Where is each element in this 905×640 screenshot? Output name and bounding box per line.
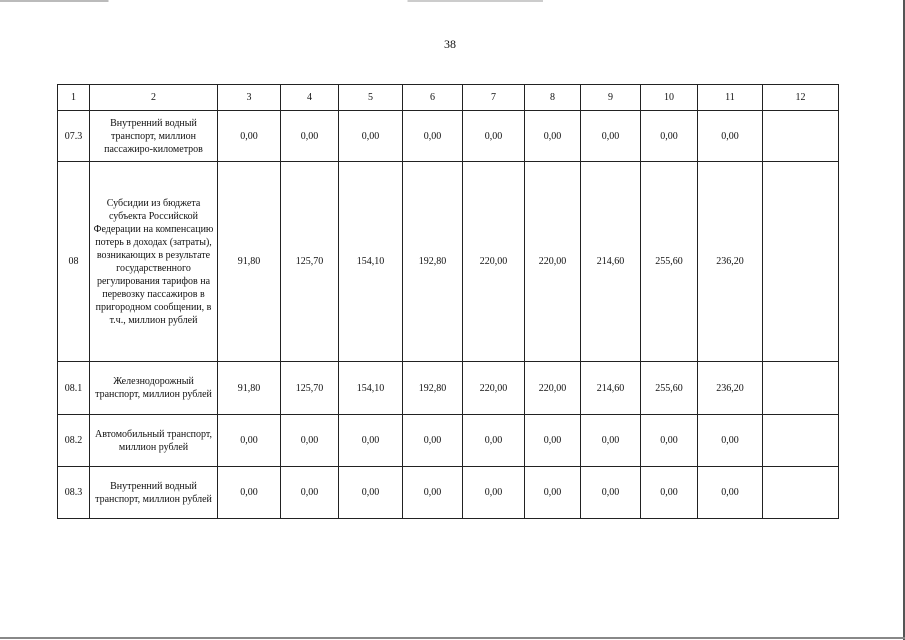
header-row [58, 85, 839, 111]
note-cell [763, 362, 839, 415]
row-code: 08.2 [58, 415, 90, 467]
value-cell: 0,00 [698, 467, 763, 519]
value-cell: 91,80 [218, 362, 281, 415]
value-cell: 255,60 [641, 362, 698, 415]
value-cell: 0,00 [581, 467, 641, 519]
row-description: Внутренний водный транспорт, миллион пассажиро-километров [90, 111, 218, 162]
note-cell [763, 111, 839, 162]
value-cell: 0,00 [641, 415, 698, 467]
value-cell: 0,00 [339, 111, 403, 162]
note-cell [763, 415, 839, 467]
column-header: 7 [463, 85, 525, 111]
value-cell: 0,00 [463, 111, 525, 162]
value-cell: 0,00 [698, 111, 763, 162]
column-header: 5 [339, 85, 403, 111]
scan-artifact-bottom [0, 637, 905, 639]
row-code: 07.3 [58, 111, 90, 162]
table-row [58, 467, 839, 519]
column-header: 6 [403, 85, 463, 111]
row-description: Внутренний водный транспорт, миллион рублей [90, 467, 218, 519]
value-cell: 192,80 [403, 162, 463, 362]
value-cell: 154,10 [339, 162, 403, 362]
value-cell: 0,00 [581, 415, 641, 467]
note-cell [763, 467, 839, 519]
value-cell: 236,20 [698, 162, 763, 362]
value-cell: 0,00 [281, 415, 339, 467]
column-header: 10 [641, 85, 698, 111]
value-cell: 255,60 [641, 162, 698, 362]
row-code: 08.3 [58, 467, 90, 519]
value-cell: 0,00 [698, 415, 763, 467]
value-cell: 91,80 [218, 162, 281, 362]
row-code: 08 [58, 162, 90, 362]
scan-artifact-top [0, 0, 905, 2]
column-header: 8 [525, 85, 581, 111]
table-row [58, 111, 839, 162]
row-code: 08.1 [58, 362, 90, 415]
table-row [58, 162, 839, 362]
value-cell: 0,00 [463, 467, 525, 519]
column-header: 9 [581, 85, 641, 111]
column-header: 12 [763, 85, 839, 111]
value-cell: 220,00 [525, 162, 581, 362]
value-cell: 0,00 [218, 415, 281, 467]
value-cell: 154,10 [339, 362, 403, 415]
value-cell: 0,00 [281, 111, 339, 162]
value-cell: 220,00 [525, 362, 581, 415]
value-cell: 0,00 [525, 467, 581, 519]
value-cell: 0,00 [281, 467, 339, 519]
value-cell: 0,00 [525, 415, 581, 467]
value-cell: 0,00 [525, 111, 581, 162]
value-cell: 214,60 [581, 362, 641, 415]
value-cell: 0,00 [641, 467, 698, 519]
value-cell: 192,80 [403, 362, 463, 415]
value-cell: 0,00 [403, 415, 463, 467]
note-cell [763, 162, 839, 362]
value-cell: 220,00 [463, 162, 525, 362]
row-description: Автомобильный транспорт, миллион рублей [90, 415, 218, 467]
value-cell: 0,00 [339, 467, 403, 519]
value-cell: 0,00 [218, 111, 281, 162]
value-cell: 0,00 [463, 415, 525, 467]
value-cell: 125,70 [281, 162, 339, 362]
column-header: 4 [281, 85, 339, 111]
value-cell: 0,00 [581, 111, 641, 162]
value-cell: 214,60 [581, 162, 641, 362]
value-cell: 0,00 [403, 111, 463, 162]
value-cell: 236,20 [698, 362, 763, 415]
value-cell: 0,00 [403, 467, 463, 519]
column-header: 2 [90, 85, 218, 111]
value-cell: 220,00 [463, 362, 525, 415]
table-row [58, 362, 839, 415]
row-description: Субсидии из бюджета субъекта Российской Федерации на компенсацию потерь в доходах (затраты), возникающих в результате государственного регулирования тарифов на перевозку пассажиров в пригородном сообщении, в т.ч., миллион рублей [90, 162, 218, 362]
table-row [58, 415, 839, 467]
column-header: 3 [218, 85, 281, 111]
page-number: 38 [444, 37, 456, 51]
row-description: Железнодорожный транспорт, миллион рублей [90, 362, 218, 415]
value-cell: 125,70 [281, 362, 339, 415]
value-cell: 0,00 [339, 415, 403, 467]
value-cell: 0,00 [641, 111, 698, 162]
column-header: 11 [698, 85, 763, 111]
indicator-table [57, 84, 839, 519]
value-cell: 0,00 [218, 467, 281, 519]
column-header: 1 [58, 85, 90, 111]
